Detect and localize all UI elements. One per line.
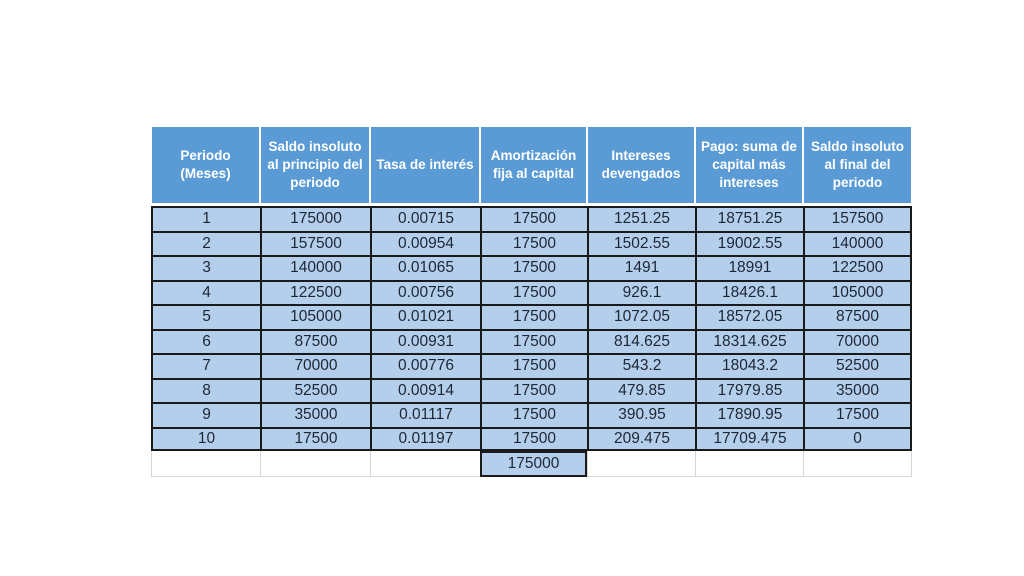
table-cell: 17500 <box>260 427 370 452</box>
table-cell: 9 <box>151 402 260 427</box>
table-cell: 87500 <box>260 329 370 354</box>
table-cell: 52500 <box>803 353 912 378</box>
table-cell: 0.00914 <box>370 378 480 403</box>
empty-grid-cell <box>803 451 912 477</box>
column-header: Intereses devengados <box>587 126 695 206</box>
table-cell: 17500 <box>480 304 587 329</box>
table-cell: 122500 <box>803 255 912 280</box>
column-header: Saldo insoluto al principio del periodo <box>260 126 370 206</box>
table-cell: 19002.55 <box>695 231 803 256</box>
table-cell: 0.00756 <box>370 280 480 305</box>
table-cell: 0.01117 <box>370 402 480 427</box>
empty-grid-cell <box>695 451 803 477</box>
table-row <box>151 353 912 378</box>
table-cell: 0.00776 <box>370 353 480 378</box>
table-cell: 157500 <box>260 231 370 256</box>
column-header: Periodo (Meses) <box>151 126 260 206</box>
table-cell: 105000 <box>803 280 912 305</box>
table-cell: 17709.475 <box>695 427 803 452</box>
table-cell: 105000 <box>260 304 370 329</box>
table-row <box>151 280 912 305</box>
table-row <box>151 329 912 354</box>
table-total-row <box>151 451 912 477</box>
table-cell: 17979.85 <box>695 378 803 403</box>
table-cell: 18314.625 <box>695 329 803 354</box>
empty-grid-cell <box>370 451 480 477</box>
column-header: Amortización fija al capital <box>480 126 587 206</box>
table-row <box>151 304 912 329</box>
table-cell: 35000 <box>260 402 370 427</box>
table-cell: 1491 <box>587 255 695 280</box>
table-cell: 18572.05 <box>695 304 803 329</box>
table-cell: 17500 <box>480 255 587 280</box>
amortization-table <box>151 126 912 477</box>
table-cell: 70000 <box>803 329 912 354</box>
table-cell: 814.625 <box>587 329 695 354</box>
column-header: Saldo insoluto al final del periodo <box>803 126 912 206</box>
table-cell: 5 <box>151 304 260 329</box>
empty-grid-cell <box>260 451 370 477</box>
table-cell: 390.95 <box>587 402 695 427</box>
total-cell: 175000 <box>480 451 587 477</box>
table-row <box>151 402 912 427</box>
table-cell: 17500 <box>803 402 912 427</box>
table-cell: 0.00715 <box>370 206 480 231</box>
table-cell: 0.01197 <box>370 427 480 452</box>
table-cell: 0.01065 <box>370 255 480 280</box>
table-cell: 3 <box>151 255 260 280</box>
table-cell: 17500 <box>480 402 587 427</box>
table-cell: 1251.25 <box>587 206 695 231</box>
table-cell: 140000 <box>803 231 912 256</box>
table-cell: 8 <box>151 378 260 403</box>
table-row <box>151 427 912 452</box>
table-cell: 175000 <box>260 206 370 231</box>
table-cell: 52500 <box>260 378 370 403</box>
table-cell: 0.00954 <box>370 231 480 256</box>
table-cell: 7 <box>151 353 260 378</box>
table-cell: 18751.25 <box>695 206 803 231</box>
table-cell: 209.475 <box>587 427 695 452</box>
table-header-row <box>151 126 912 206</box>
table-cell: 1502.55 <box>587 231 695 256</box>
table-cell: 18043.2 <box>695 353 803 378</box>
empty-grid-cell <box>587 451 695 477</box>
table-cell: 926.1 <box>587 280 695 305</box>
table-cell: 2 <box>151 231 260 256</box>
table-cell: 10 <box>151 427 260 452</box>
table-cell: 17500 <box>480 206 587 231</box>
table-cell: 0.00931 <box>370 329 480 354</box>
table-cell: 157500 <box>803 206 912 231</box>
table-body <box>151 206 912 451</box>
table-cell: 17500 <box>480 329 587 354</box>
table-cell: 17500 <box>480 378 587 403</box>
table-cell: 18991 <box>695 255 803 280</box>
table-cell: 479.85 <box>587 378 695 403</box>
empty-grid-cell <box>151 451 260 477</box>
table-cell: 35000 <box>803 378 912 403</box>
table-row <box>151 231 912 256</box>
table-cell: 17500 <box>480 280 587 305</box>
table-cell: 4 <box>151 280 260 305</box>
table-row <box>151 255 912 280</box>
table-cell: 140000 <box>260 255 370 280</box>
column-header: Pago: suma de capital más intereses <box>695 126 803 206</box>
table-cell: 18426.1 <box>695 280 803 305</box>
table-cell: 70000 <box>260 353 370 378</box>
table-cell: 122500 <box>260 280 370 305</box>
table-cell: 17500 <box>480 427 587 452</box>
table-cell: 17500 <box>480 231 587 256</box>
table-cell: 6 <box>151 329 260 354</box>
table-cell: 543.2 <box>587 353 695 378</box>
table-cell: 17500 <box>480 353 587 378</box>
table-row <box>151 206 912 231</box>
table-cell: 0.01021 <box>370 304 480 329</box>
table-cell: 1 <box>151 206 260 231</box>
table-row <box>151 378 912 403</box>
table-cell: 87500 <box>803 304 912 329</box>
column-header: Tasa de interés <box>370 126 480 206</box>
table-cell: 1072.05 <box>587 304 695 329</box>
table-cell: 17890.95 <box>695 402 803 427</box>
table-cell: 0 <box>803 427 912 452</box>
